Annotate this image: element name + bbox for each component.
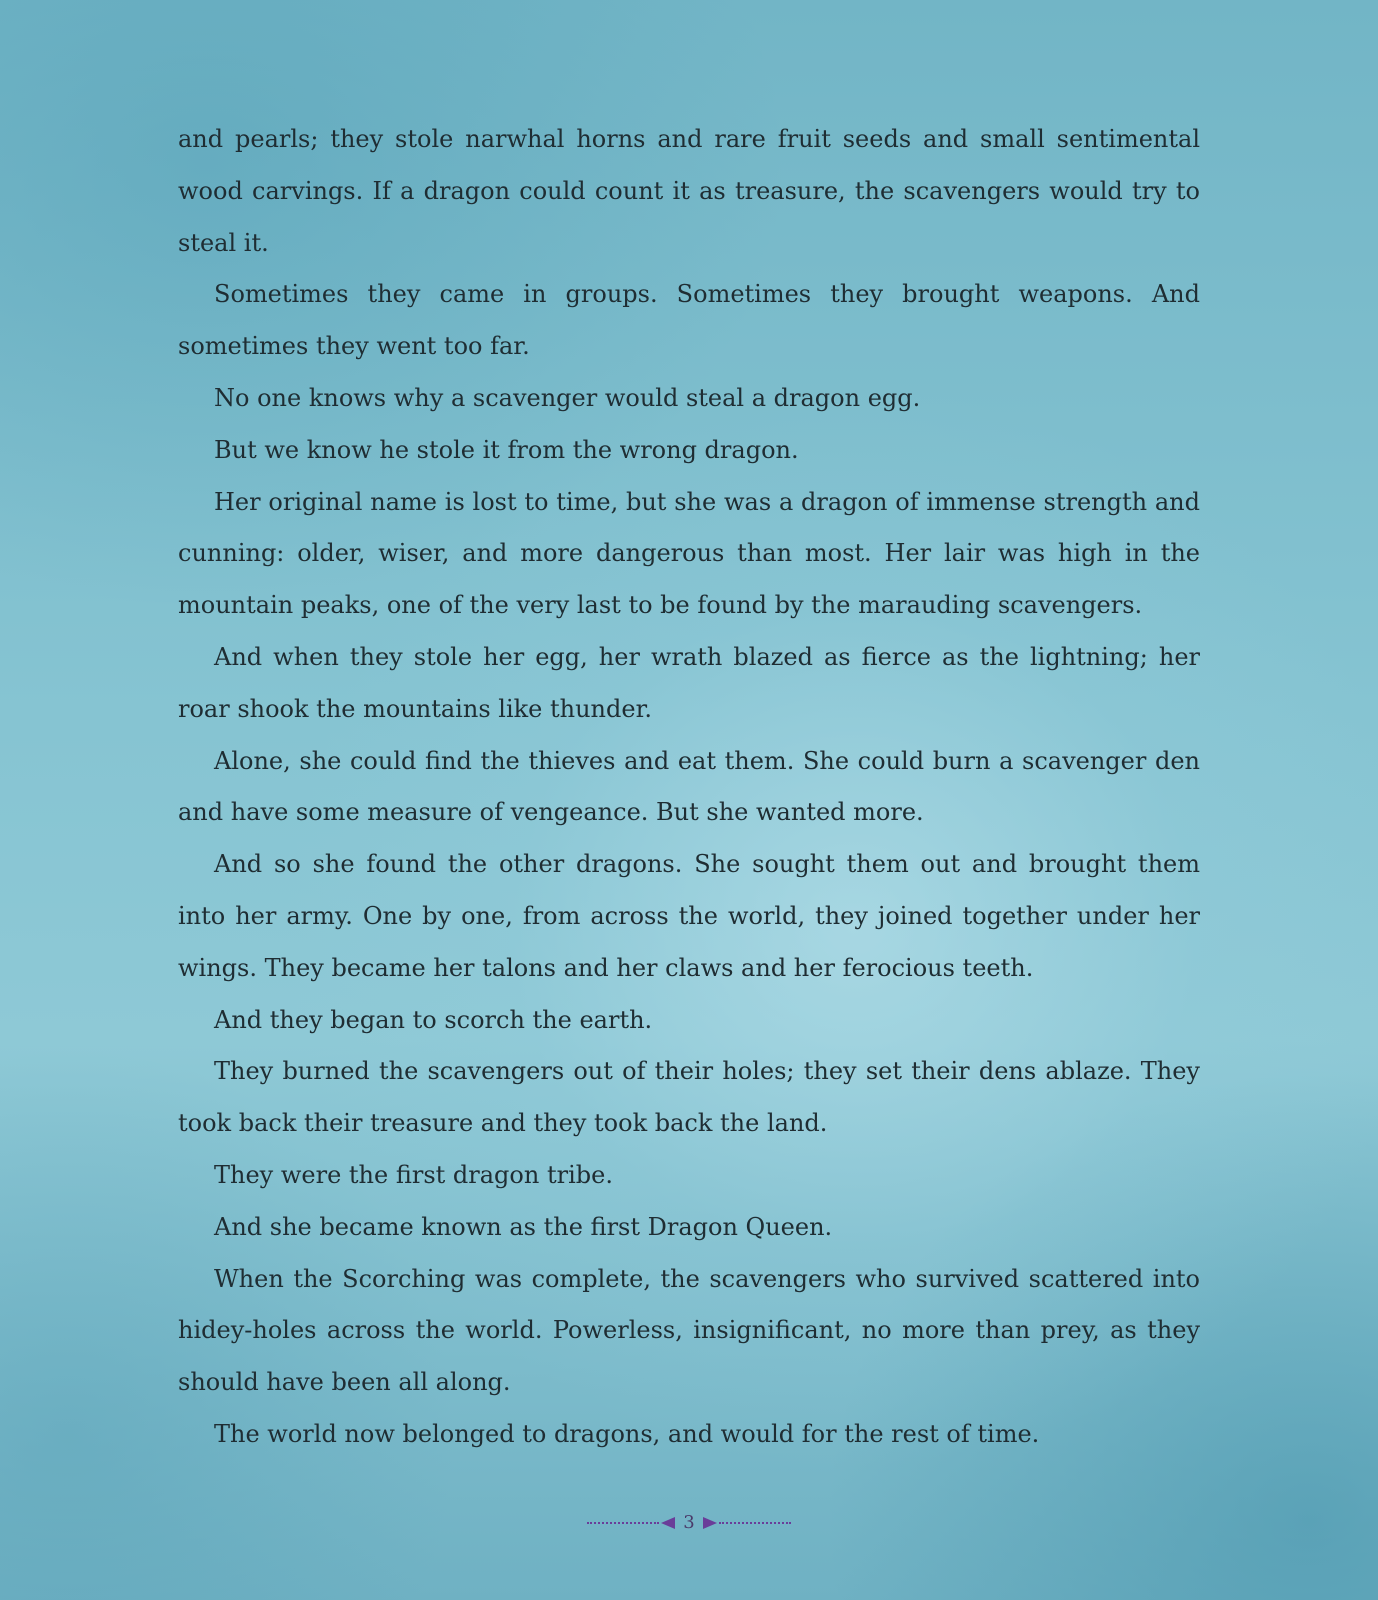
page-folio (0, 1508, 1378, 1538)
page-body-text (178, 114, 1200, 1461)
paragraph-5: Her original name is lost to time, but she was a dragon of immense strength and cunning: older, wiser, and more dangerous than most. Her lair was high in the mountain peaks, one of the very last to be found by the marauding scavengers. (178, 487, 1200, 620)
paragraph-7: Alone, she could find the thieves and eat them. She could burn a scavenger den and have some measure of vengeance. But she wanted more. (178, 746, 1200, 827)
dotted-line-right (719, 1522, 791, 1524)
paragraph-6: And when they stole her egg, her wrath blazed as fierce as the lightning; her roar shook the mountains like thunder. (178, 642, 1200, 723)
folio-ornament-left (587, 1517, 675, 1529)
paragraph-14: The world now belonged to dragons, and would for the rest of time. (214, 1419, 1040, 1448)
folio-ornament-right (703, 1517, 791, 1529)
paragraph-8: And so she found the other dragons. She sought them out and brought them into her army. One by one, from across the world, they joined together under her wings. They became her talons and her claws and her ferocious teeth. (178, 850, 1200, 982)
arrow-right-icon (703, 1517, 717, 1529)
paragraph-13: When the Scorching was complete, the scavengers who survived scattered into hidey-holes across the world. Powerless, insignificant, no more than prey, as they should have been all along. (178, 1264, 1200, 1397)
arrow-left-icon (661, 1517, 675, 1529)
paragraph-10: They burned the scavengers out of their holes; they set their dens ablaze. They took back their treasure and they took back the land. (178, 1057, 1200, 1138)
page-number: 3 (683, 1512, 695, 1533)
paragraph-11: They were the first dragon tribe. (214, 1160, 613, 1189)
dotted-line-left (587, 1522, 659, 1524)
paragraph-4: But we know he stole it from the wrong dragon. (214, 435, 799, 464)
paragraph-9: And they began to scorch the earth. (214, 1005, 653, 1034)
paragraph-3: No one knows why a scavenger would steal a dragon egg. (214, 383, 921, 412)
paragraph-1: and pearls; they stole narwhal horns and rare fruit seeds and small sentimental wood carvings. If a dragon could count it as treasure, the scavengers would try to steal it. (178, 125, 1200, 257)
paragraph-2: Sometimes they came in groups. Sometimes they brought weapons. And sometimes they went too far. (178, 280, 1200, 361)
paragraph-12: And she became known as the first Dragon Queen. (214, 1212, 833, 1241)
